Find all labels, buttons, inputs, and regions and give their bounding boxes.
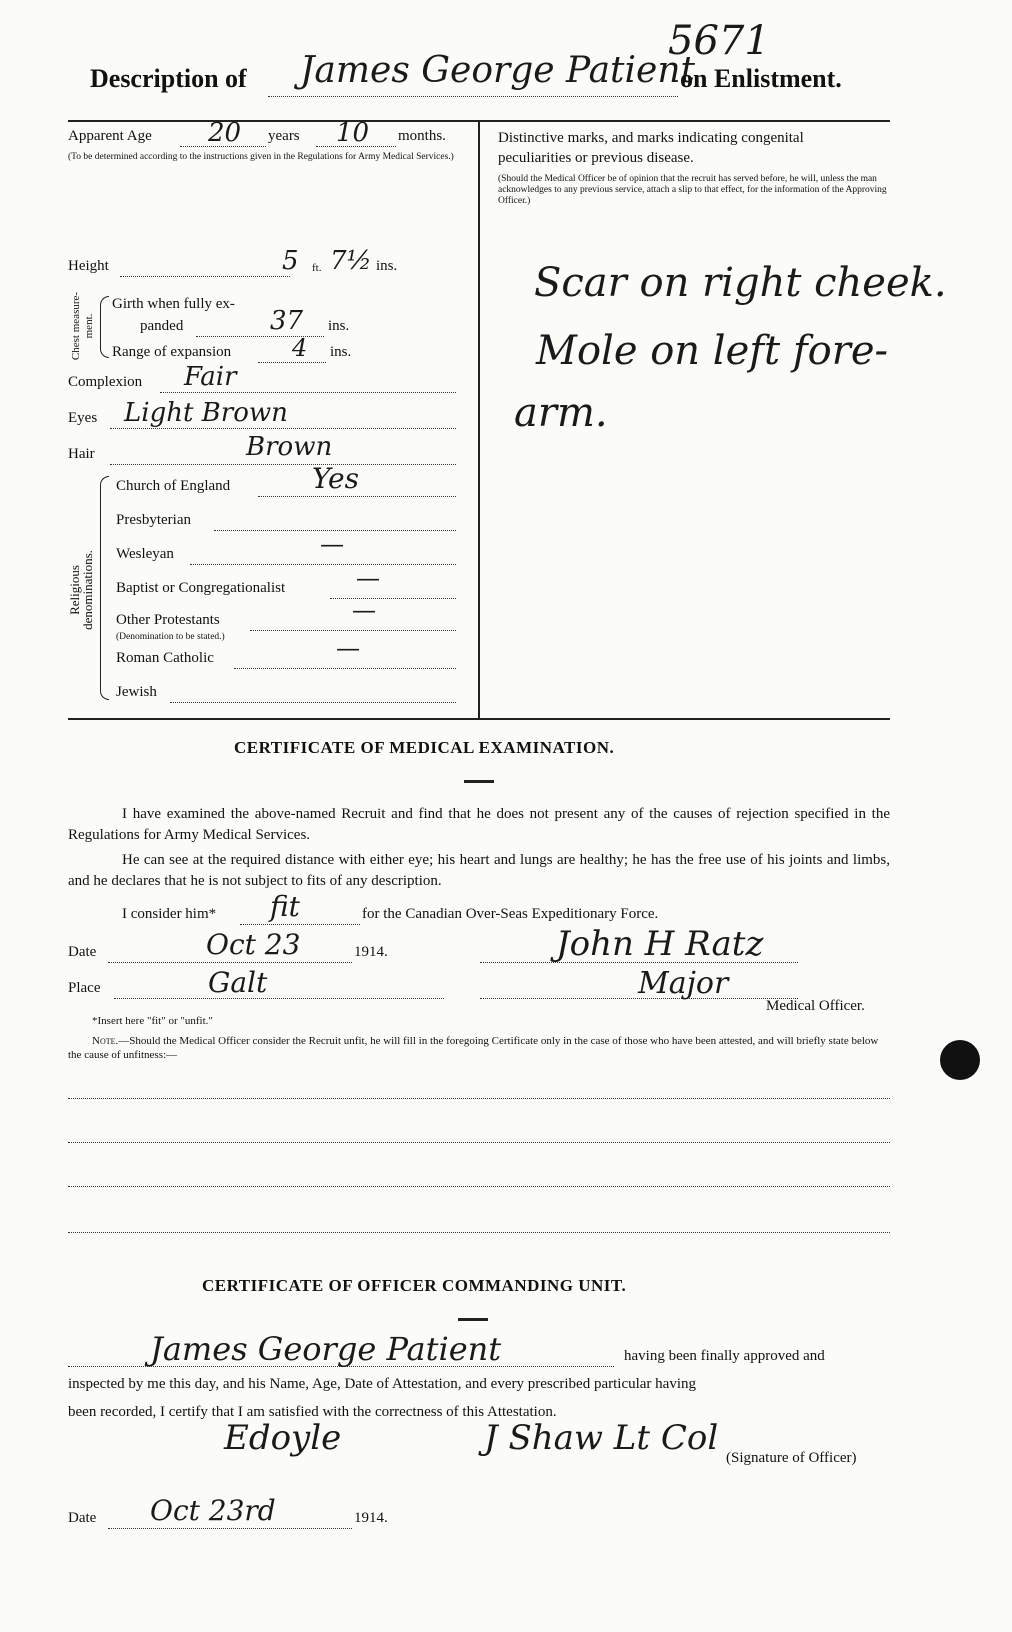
religion-roman-catholic-value: — xyxy=(336,634,360,662)
unfit-line-4 xyxy=(68,1232,890,1233)
commanding-scrawl: Edoyle xyxy=(224,1418,342,1458)
religion-church-of-england-label: Church of England xyxy=(116,478,231,494)
complexion-label: Complexion xyxy=(68,374,143,390)
commanding-name: James George Patient xyxy=(150,1330,502,1368)
range-line xyxy=(258,362,326,363)
unfit-note xyxy=(68,1034,890,1062)
girth-label-2: panded xyxy=(140,318,184,334)
age-months-value: 10 xyxy=(336,118,370,148)
chest-label: Chest measure-ment. xyxy=(70,291,95,361)
title-dotted-line xyxy=(268,96,678,97)
medical-title: CERTIFICATE OF MEDICAL EXAMINATION. xyxy=(234,738,615,757)
years-label: years xyxy=(268,128,300,144)
commanding-signature: J Shaw Lt Col xyxy=(484,1418,719,1458)
section-rule-1 xyxy=(68,718,890,720)
consider-value: fit xyxy=(270,890,300,923)
place-value: Galt xyxy=(208,966,268,999)
commanding-text-2: inspected by me this day, and his Name, Age, Date of Attestation, and every prescribed particular having xyxy=(68,1376,697,1392)
height-label: Height xyxy=(68,258,109,274)
girth-label-1: Girth when fully ex- xyxy=(112,296,235,312)
religion-baptist-value: — xyxy=(356,564,380,592)
punch-hole xyxy=(940,1040,980,1080)
other-denomination-note: (Denomination to be stated.) xyxy=(116,632,225,642)
commanding-text-1: having been finally approved and xyxy=(624,1348,825,1364)
religion-line-3 xyxy=(190,564,456,565)
medical-title-underline xyxy=(464,780,494,783)
commanding-text-3: been recorded, I certify that I am satisfied with the correctness of this Attestation. xyxy=(68,1404,557,1420)
consider-line xyxy=(240,924,360,925)
religion-line-7 xyxy=(170,702,456,703)
girth-ins: ins. xyxy=(328,318,350,334)
note-text: —Should the Medical Officer consider the Recruit unfit, he will fill in the foregoing Certificate only in the case of those who have been attested, and will briefly state below the cause of unfitness:— xyxy=(68,1035,879,1061)
eyes-value: Light Brown xyxy=(124,398,288,428)
commanding-date-line xyxy=(108,1528,352,1529)
force-text: for the Canadian Over-Seas Expeditionary Force. xyxy=(362,906,659,922)
age-note: (To be determined according to the instructions given in the Regulations for Army Medical Services.) xyxy=(68,152,454,162)
consider-label: I consider him* xyxy=(122,906,217,922)
age-years-value: 20 xyxy=(208,118,242,148)
commanding-year: 1914. xyxy=(354,1510,388,1526)
religion-jewish-label: Jewish xyxy=(116,684,157,700)
commanding-sig-label: (Signature of Officer) xyxy=(726,1450,857,1466)
hair-label: Hair xyxy=(68,446,95,462)
medical-date-label: Date xyxy=(68,944,97,960)
hair-line xyxy=(110,464,456,465)
medical-date-line xyxy=(108,962,352,963)
religion-other-value: — xyxy=(352,596,376,624)
age-label: Apparent Age xyxy=(68,128,152,144)
months-label: months. xyxy=(398,128,446,144)
religion-line-1 xyxy=(258,496,456,497)
religion-line-4 xyxy=(330,598,456,599)
title-prefix: Description of xyxy=(90,64,247,93)
eyes-line xyxy=(110,428,456,429)
commanding-date-label: Date xyxy=(68,1510,97,1526)
commanding-title-underline xyxy=(458,1318,488,1321)
religion-presbyterian-label: Presbyterian xyxy=(116,512,191,528)
height-ft-line xyxy=(120,276,290,277)
range-label: Range of expansion xyxy=(112,344,232,360)
marks-heading-2: peculiarities or previous disease. xyxy=(498,150,694,166)
unfit-line-2 xyxy=(68,1142,890,1143)
range-ins: ins. xyxy=(330,344,352,360)
marks-line-1: Scar on right cheek. xyxy=(534,260,947,306)
medical-rank: Major xyxy=(638,966,729,1001)
column-divider xyxy=(478,122,480,718)
hair-value: Brown xyxy=(246,432,333,462)
medical-officer-label: Medical Officer. xyxy=(766,998,865,1014)
marks-heading-1: Distinctive marks, and marks indicating congenital xyxy=(498,130,804,146)
medical-year: 1914. xyxy=(354,944,388,960)
note-label: Note. xyxy=(92,1035,119,1047)
range-value: 4 xyxy=(292,334,308,362)
medical-signature: John H Ratz xyxy=(556,924,764,964)
religion-roman-catholic-label: Roman Catholic xyxy=(116,650,214,666)
religion-line-6 xyxy=(234,668,456,669)
religion-church-of-england-value: Yes xyxy=(312,462,359,495)
religious-label: Religious denominations. xyxy=(67,550,95,630)
title-suffix: on Enlistment. xyxy=(680,64,842,93)
unfit-line-3 xyxy=(68,1186,890,1187)
ins-label: ins. xyxy=(376,258,398,274)
medical-para-2: He can see at the required distance with either eye; his heart and lungs are healthy; he has the free use of his joints and limbs, and he declares that he is not subject to fits of any description. xyxy=(68,852,890,889)
girth-value: 37 xyxy=(270,306,304,336)
ft-label: ft. xyxy=(312,262,322,274)
complexion-value: Fair xyxy=(184,362,237,392)
height-ft-value: 5 xyxy=(282,246,299,276)
marks-note: (Should the Medical Officer be of opinion that the recruit has served before, he will, unless the man acknowledges to any previous service, attach a slip to that effect, for the information of the Approving Officer.) xyxy=(498,174,887,206)
religion-line-5 xyxy=(250,630,456,631)
eyes-label: Eyes xyxy=(68,410,98,426)
religious-brace xyxy=(100,476,109,700)
religion-wesleyan-label: Wesleyan xyxy=(116,546,174,562)
place-line xyxy=(114,998,444,999)
commanding-title: CERTIFICATE OF OFFICER COMMANDING UNIT. xyxy=(202,1276,627,1295)
unfit-line-1 xyxy=(68,1098,890,1099)
religion-wesleyan-value: — xyxy=(320,530,344,558)
religion-baptist-label: Baptist or Congregationalist xyxy=(116,580,286,596)
medical-date-value: Oct 23 xyxy=(206,928,301,961)
marks-line-3: arm. xyxy=(514,390,608,436)
marks-line-2: Mole on left fore- xyxy=(536,328,889,374)
insert-note: *Insert here "fit" or "unfit." xyxy=(92,1015,213,1027)
commanding-date-value: Oct 23rd xyxy=(150,1494,276,1527)
complexion-line xyxy=(160,392,456,393)
form-number: 5671 xyxy=(668,18,770,64)
title-name: James George Patient xyxy=(300,50,695,91)
height-ins-value: 7½ xyxy=(330,246,372,276)
religion-other-label: Other Protestants xyxy=(116,612,220,628)
medical-para-1: I have examined the above-named Recruit and find that he does not present any of the causes of rejection specified in the Regulations for Army Medical Services. xyxy=(68,806,890,843)
chest-brace xyxy=(100,296,109,358)
place-label: Place xyxy=(68,980,101,996)
